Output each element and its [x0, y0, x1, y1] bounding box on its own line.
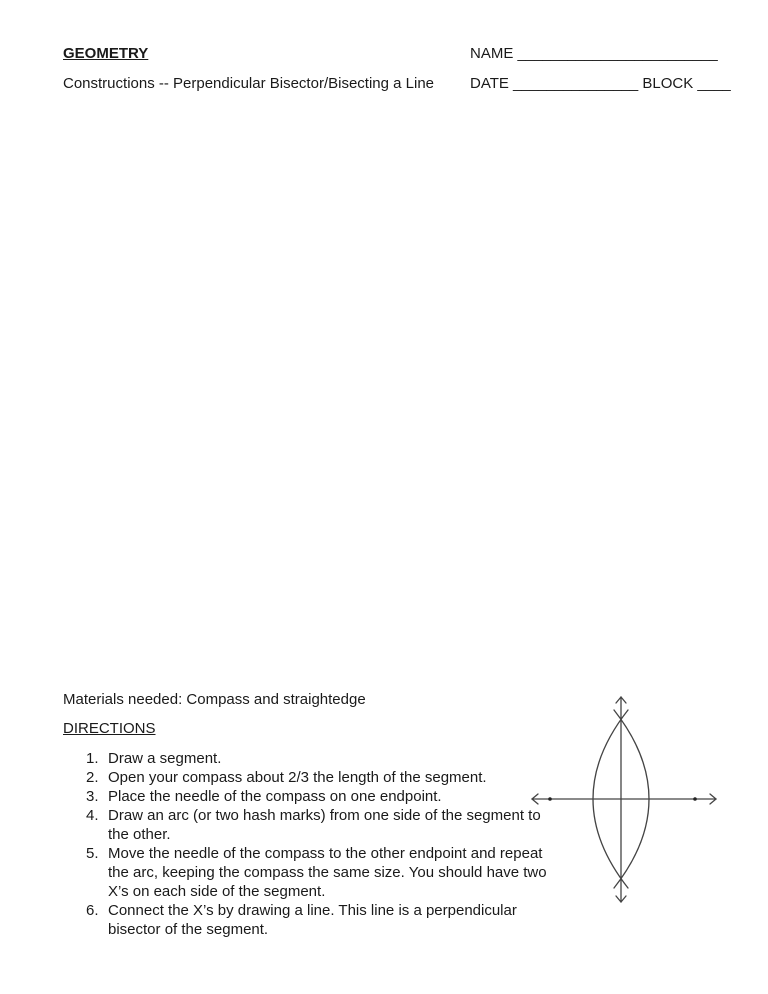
step-text: Connect the X’s by drawing a line. This line is a perpendicular bisector of the segment.: [108, 902, 517, 938]
directions-heading: DIRECTIONS: [63, 720, 156, 737]
materials-needed: Materials needed: Compass and straightedge: [63, 691, 366, 708]
step-item: [63, 806, 553, 844]
step-text: Move the needle of the compass to the other endpoint and repeat the arc, keeping the compass the same size. You should have two X’s on each side of the segment.: [108, 845, 547, 900]
step-number: 5.: [86, 845, 99, 862]
endpoint-dot: [548, 797, 552, 801]
directions-list: [63, 749, 553, 939]
step-text: Open your compass about 2/3 the length of the segment.: [108, 769, 487, 786]
step-number: 3.: [86, 788, 99, 805]
step-text: Place the needle of the compass on one endpoint.: [108, 788, 442, 805]
date-block-field: DATE _______________ BLOCK ____: [470, 75, 731, 92]
step-item: [63, 749, 553, 768]
step-item: [63, 768, 553, 787]
step-number: 6.: [86, 902, 99, 919]
worksheet-subtitle: Constructions -- Perpendicular Bisector/Bisecting a Line: [63, 75, 435, 92]
step-item: [63, 901, 553, 939]
step-number: 4.: [86, 807, 99, 824]
step-number: 2.: [86, 769, 99, 786]
step-text: Draw an arc (or two hash marks) from one side of the segment to the other.: [108, 807, 541, 843]
name-field: NAME ________________________: [470, 45, 718, 62]
step-text: Draw a segment.: [108, 750, 222, 767]
step-item: [63, 844, 553, 901]
endpoint-dot: [693, 797, 697, 801]
worksheet-title: GEOMETRY: [63, 45, 149, 62]
perpendicular-bisector-diagram: [520, 690, 730, 910]
step-item: [63, 787, 553, 806]
step-number: 1.: [86, 750, 99, 767]
